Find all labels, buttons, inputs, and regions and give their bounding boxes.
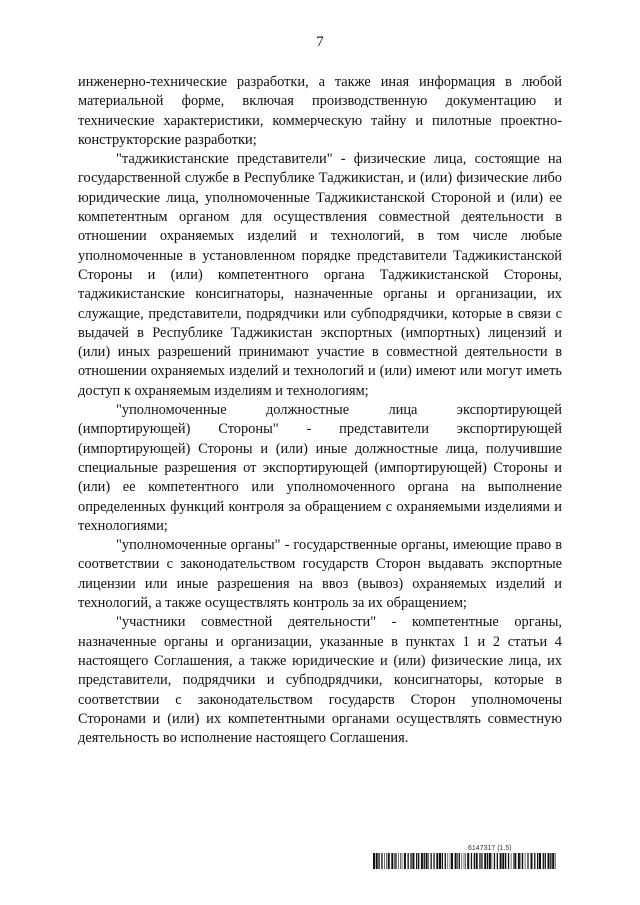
definition-authorized-bodies: "уполномоченные органы" - государственные органы, имеющие право в соответствии с законодательством государств Сторон выдавать экспортные лицензии или иные разрешения на ввоз (вывоз) охраняемых изделий и технологий, а также осуществлять контроль за их обращением;	[78, 537, 562, 612]
barcode-bar	[402, 853, 403, 869]
barcode-bar	[459, 853, 460, 869]
barcode-bar	[462, 853, 463, 869]
barcode-bar	[416, 853, 417, 869]
barcode-bar	[431, 853, 432, 869]
barcode-bar	[464, 853, 465, 869]
barcode	[373, 853, 556, 869]
barcode-bar	[513, 853, 514, 869]
barcode-bar	[445, 853, 446, 869]
barcode-bar	[500, 853, 502, 869]
barcode-bar	[386, 853, 387, 869]
barcode-bar	[457, 853, 458, 869]
barcode-bar	[421, 853, 423, 869]
barcode-bar	[492, 853, 493, 869]
barcode-bar	[378, 853, 379, 869]
barcode-bar	[476, 853, 478, 869]
definition-joint-activity-participants: "участники совместной деятельности" - компетентные органы, назначенные органы и организации, указанные в пунктах 1 и 2 статьи 4 настоящего Соглашения, а также юридические и (или) физические лица, их представители, подрядчики и субподрядчики, консигнаторы, которые в соответствии с законодательством государств Сторон уполномочены Сторонами и (или) их компетентными органами осуществлять совместную деятельность во исполнение настоящего Соглашения.	[78, 614, 562, 747]
barcode-bar	[428, 853, 429, 869]
barcode-bar	[481, 853, 482, 869]
barcode-bar	[404, 853, 406, 869]
barcode-bar	[539, 853, 541, 869]
document-code: 6147317 (1.5)	[468, 845, 512, 852]
barcode-bar	[537, 853, 538, 869]
barcode-bar	[394, 853, 395, 869]
barcode-bar	[442, 853, 443, 869]
barcode-bar	[455, 853, 457, 869]
barcode-bar	[528, 853, 529, 869]
page-number: 7	[316, 34, 324, 50]
barcode-bar	[511, 853, 512, 869]
barcode-bar	[494, 853, 495, 869]
barcode-bar	[521, 853, 522, 869]
barcode-bar	[376, 853, 378, 869]
barcode-bar	[400, 853, 401, 869]
barcode-bar	[467, 853, 469, 869]
barcode-bar	[426, 853, 428, 869]
barcode-bar	[550, 853, 551, 869]
barcode-bar	[471, 853, 472, 869]
barcode-bar	[531, 853, 533, 869]
barcode-bar	[433, 853, 434, 869]
barcode-bar	[502, 853, 504, 869]
barcode-bar	[436, 853, 438, 869]
barcode-bar	[508, 853, 509, 869]
barcode-bar	[418, 853, 419, 869]
barcode-bar	[487, 853, 488, 869]
barcode-bar	[518, 853, 520, 869]
barcode-bar	[489, 853, 491, 869]
barcode-bar	[439, 853, 441, 869]
barcode-bar	[450, 853, 451, 869]
definition-authorized-officials: "уполномоченные должностные лица экспортирующей (импортирующей) Стороны" - представители экспортирующей (импортирующей) Стороны и (или) иные должностные лица, получившие специальные разрешения от экспортирующей (импортирующей) Стороны и (или) ее компетентного или уполномоченного органа на выполнение определенных функций контроля за обращением с охраняемыми изделиями и технологиями;	[78, 402, 562, 534]
barcode-bar	[448, 853, 449, 869]
barcode-bar	[497, 853, 498, 869]
barcode-bar	[527, 853, 528, 869]
barcode-bar	[451, 853, 453, 869]
barcode-bar	[381, 853, 382, 869]
barcode-bar	[514, 853, 516, 869]
barcode-bar	[484, 853, 486, 869]
barcode-bar	[373, 853, 375, 869]
barcode-bar	[522, 853, 523, 869]
barcode-bar	[391, 853, 393, 869]
barcode-bar	[424, 853, 425, 869]
barcode-bar	[505, 853, 506, 869]
barcode-bar	[398, 853, 399, 869]
definition-tajik-representatives: "таджикистанские представители" - физические лица, состоящие на государственной службе в Республике Таджикистан, и (или) физические либо юридические лица, уполномоченные Таджикистанской Стороной и (или) ее компетентным органом для осуществления совместной деятельности в отношении охраняемых изделий и технологий, в том числе любые уполномоченные в установленном порядке представители Таджикистанской Стороны и (или) компетентного органа Таджикистанской Стороны, таджикистанские консигнаторы, назначенные органы и организации, их служащие, представители, подрядчики или субподрядчики, которые в связи с выдачей в Республике Таджикистан экспортных (импортных) лицензий и (или) иных разрешений принимают участие в совместной деятельности в отношении охраняемых изделий и технологий и (или) имеют или могут иметь доступ к охраняемым изделиям и технологиям;	[78, 151, 562, 399]
barcode-bar	[408, 853, 409, 869]
barcode-bar	[525, 853, 526, 869]
barcode-bar	[474, 853, 475, 869]
barcode-bar	[388, 853, 390, 869]
barcode-bar	[555, 853, 556, 869]
barcode-bar	[410, 853, 411, 869]
barcode-bar	[395, 853, 396, 869]
barcode-bar	[543, 853, 544, 869]
document-body	[78, 73, 562, 748]
barcode-bar	[552, 853, 554, 869]
barcode-bar	[534, 853, 535, 869]
barcode-bar	[545, 853, 546, 869]
barcode-bar	[548, 853, 550, 869]
barcode-bar	[384, 853, 385, 869]
paragraph-continuation: инженерно-технические разработки, а также иная информация в любой материальной форме, включая производственную документацию и технические характеристики, коммерческую тайну и пилотные проектно-конструкторские разработки;	[78, 74, 562, 148]
barcode-bar	[465, 853, 466, 869]
barcode-bar	[479, 853, 480, 869]
barcode-bar	[412, 853, 414, 869]
